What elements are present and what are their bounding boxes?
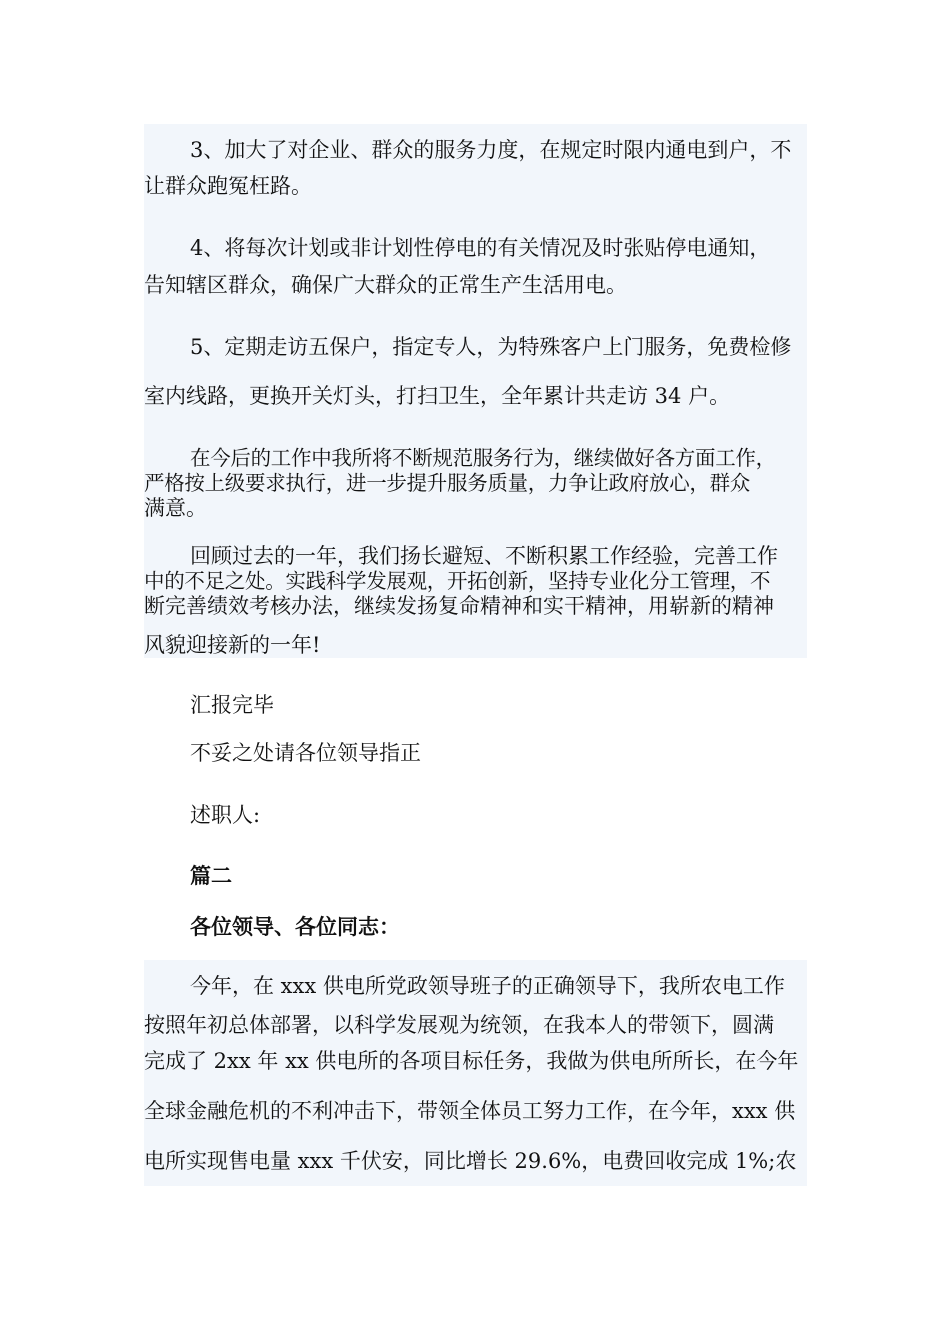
closing-reporter: 述职人: — [190, 803, 261, 827]
part2-line2: 按照年初总体部署，以科学发展观为统领，在我本人的带领下，圆满 — [144, 1013, 774, 1037]
future-line2: 严格按上级要求执行，进一步提升服务质量，力争让政府放心，群众 — [144, 471, 750, 495]
review-line2: 中的不足之处。实践科学发展观，开拓创新，坚持专业化分工管理，不 — [144, 569, 771, 593]
part2-line1: 今年，在 xxx 供电所党政领导班子的正确领导下，我所农电工作 — [190, 974, 785, 998]
item4-line1: 4、将每次计划或非计划性停电的有关情况及时张贴停电通知， — [190, 236, 771, 260]
part2-line3: 完成了 2xx 年 xx 供电所的各项目标任务，我做为供电所所长，在今年 — [144, 1049, 799, 1073]
review-line4: 风貌迎接新的一年! — [144, 633, 321, 657]
item5-line1: 5、定期走访五保户，指定专人，为特殊客户上门服务，免费检修 — [190, 335, 792, 359]
item3-line1: 3、加大了对企业、群众的服务力度，在规定时限内通电到户，不 — [190, 138, 792, 162]
greeting: 各位领导、各位同志： — [190, 914, 400, 939]
closing-advice: 不妥之处请各位领导指正 — [190, 741, 421, 765]
review-line1: 回顾过去的一年，我们扬长避短、不断积累工作经验，完善工作 — [190, 544, 778, 568]
closing-done: 汇报完毕 — [190, 693, 274, 717]
item5-line2: 室内线路，更换开关灯头，打扫卫生，全年累计共走访 34 户。 — [144, 384, 731, 408]
part2-line5: 电所实现售电量 xxx 千伏安，同比增长 29.6%，电费回收完成 1%;农 — [144, 1149, 797, 1173]
item4-line2: 告知辖区群众，确保广大群众的正常生产生活用电。 — [144, 273, 627, 297]
review-line3: 断完善绩效考核办法，继续发扬复命精神和实干精神，用崭新的精神 — [144, 594, 774, 618]
part2-line4: 全球金融危机的不利冲击下，带领全体员工努力工作，在今年，xxx 供 — [144, 1099, 796, 1123]
future-line1: 在今后的工作中我所将不断规范服务行为，继续做好各方面工作， — [190, 446, 776, 470]
item3-line2: 让群众跑冤枉路。 — [144, 174, 312, 198]
future-line3: 满意。 — [144, 496, 207, 520]
section-heading: 篇二 — [190, 863, 232, 888]
